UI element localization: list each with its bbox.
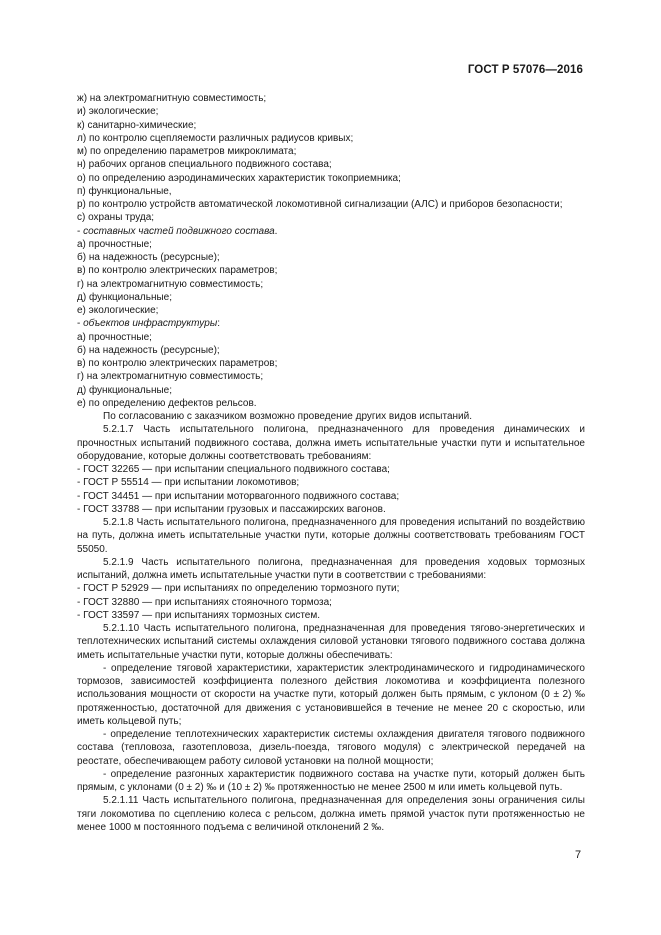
text-line: д) функциональные;	[77, 384, 173, 396]
text-line: а) прочностные;	[77, 331, 152, 343]
text-line: е) экологические;	[77, 305, 159, 316]
text-line: - ГОСТ 33597 — при испытаниях тормозных систем.	[77, 609, 320, 621]
text-line: - ГОСТ 32265 — при испытании специального подвижного состава;	[77, 464, 390, 475]
text-line: - ГОСТ Р 55514 — при испытании локомотивов;	[77, 477, 300, 489]
text-line: п) функциональные,	[77, 185, 172, 197]
text-line: г) на электромагнитную совместимость;	[77, 371, 264, 383]
text-line: - ГОСТ 32880 — при испытаниях стояночного тормоза;	[77, 596, 332, 608]
text-line: 5.2.1.10 Часть испытательного полигона, предназначенная для проведения тягово-энергетических и теплотехнических испытаний системы охлаждения силовой установки тягового подвижного состава должна иметь испытательные участки пути, которые должны обеспечивать:	[77, 623, 585, 661]
text-line: 5.2.1.11 Часть испытательного полигона, предназначенная для определения зоны ограничения силы тяги локомотива по сцеплению колеса с рельсом, должна иметь прямой участок пути протяженностью не менее 1000 м постоянного подъема с величиной отклонений 2 ‰.	[77, 795, 585, 833]
text-line: л) по контролю сцепляемости различных радиусов кривых;	[77, 132, 354, 144]
text-line: в) по контролю электрических параметров;	[77, 265, 278, 277]
text-line: с) охраны труда;	[77, 212, 155, 224]
text-line: б) на надежность (ресурсные);	[77, 344, 220, 356]
document-body	[77, 92, 585, 834]
text-line: о) по определению аэродинамических характеристик токоприемника;	[77, 172, 401, 184]
text-line: е) по определению дефектов рельсов.	[77, 397, 257, 409]
page-number: 7	[575, 849, 582, 861]
text-line: б) на надежность (ресурсные);	[77, 252, 220, 263]
text-line: в) по контролю электрических параметров;	[77, 358, 278, 369]
text-line: - ГОСТ Р 52929 — при испытаниях по определению тормозного пути;	[77, 583, 400, 595]
text-line: 5.2.1.7 Часть испытательного полигона, предназначенного для проведения динамических и прочностных испытаний подвижного состава, должна иметь испытательные участки пути и испытательное оборудование, которые должны соответствовать требованиям:	[77, 424, 585, 462]
text-line: - определение теплотехнических характеристик системы охлаждения двигателя тягового подвижного состава (тепловоза, газотепловоза, дизель-поезда, тягового модуля) с электрической передачей на реостате, обеспечивающем работу силовой установки на полной мощности;	[77, 729, 585, 767]
text-line: - определение тяговой характеристики, характеристик электродинамического и гидродинамического тормозов, зависимостей коэффициента полезного действия локомотива и коэффициента полезного использования мощности от скорости на участке пути, который должен быть прямым, с уклоном (0 ± 2) ‰ протяженностью, достаточной для движения с установившейся в течение не менее 20 с скоростью, или иметь кольцевой путь;	[77, 662, 585, 727]
text-line: г) на электромагнитную совместимость;	[77, 278, 264, 290]
text-line: По согласованию с заказчиком возможно проведение других видов испытаний.	[103, 411, 472, 422]
text-line: 5.2.1.8 Часть испытательного полигона, предназначенного для проведения испытаний по воздействию на путь, должна иметь испытательные участки пути, которые должны соответствовать требованиям ГОСТ 55050.	[77, 517, 585, 555]
document-header: ГОСТ Р 57076—2016	[467, 64, 583, 76]
text-line: - ГОСТ 34451 — при испытании моторвагонного подвижного состава;	[77, 490, 400, 502]
text-line: м) по определению параметров микроклимата;	[77, 146, 297, 157]
text-line: р) по контролю устройств автоматической локомотивной сигнализации (АЛС) и приборов безопасности;	[77, 199, 563, 210]
text-line: ж) на электромагнитную совместимость;	[77, 93, 267, 104]
text-line: а) прочностные;	[77, 238, 152, 250]
text-line: - ГОСТ 33788 — при испытании грузовых и пассажирских вагонов.	[77, 503, 386, 515]
text-line: к) санитарно-химические;	[77, 119, 197, 131]
text-line: н) рабочих органов специального подвижного состава;	[77, 159, 332, 171]
text-line: и) экологические;	[77, 106, 159, 118]
text-line: д) функциональные;	[77, 291, 173, 303]
text-line: - объектов инфраструктуры:	[77, 318, 220, 330]
text-line: - определение разгонных характеристик подвижного состава на участке пути, который должен быть прямым, с уклонами (0 ± 2) ‰ и (10 ± 2) ‰ протяженностью не менее 2500 м или иметь кольцевой путь.	[77, 768, 585, 793]
text-line: - составных частей подвижного состава.	[77, 225, 278, 237]
text-line: 5.2.1.9 Часть испытательного полигона, предназначенная для проведения ходовых тормозных испытаний, должна иметь испытательные участки пути в соответствии с требованиями:	[77, 556, 585, 581]
